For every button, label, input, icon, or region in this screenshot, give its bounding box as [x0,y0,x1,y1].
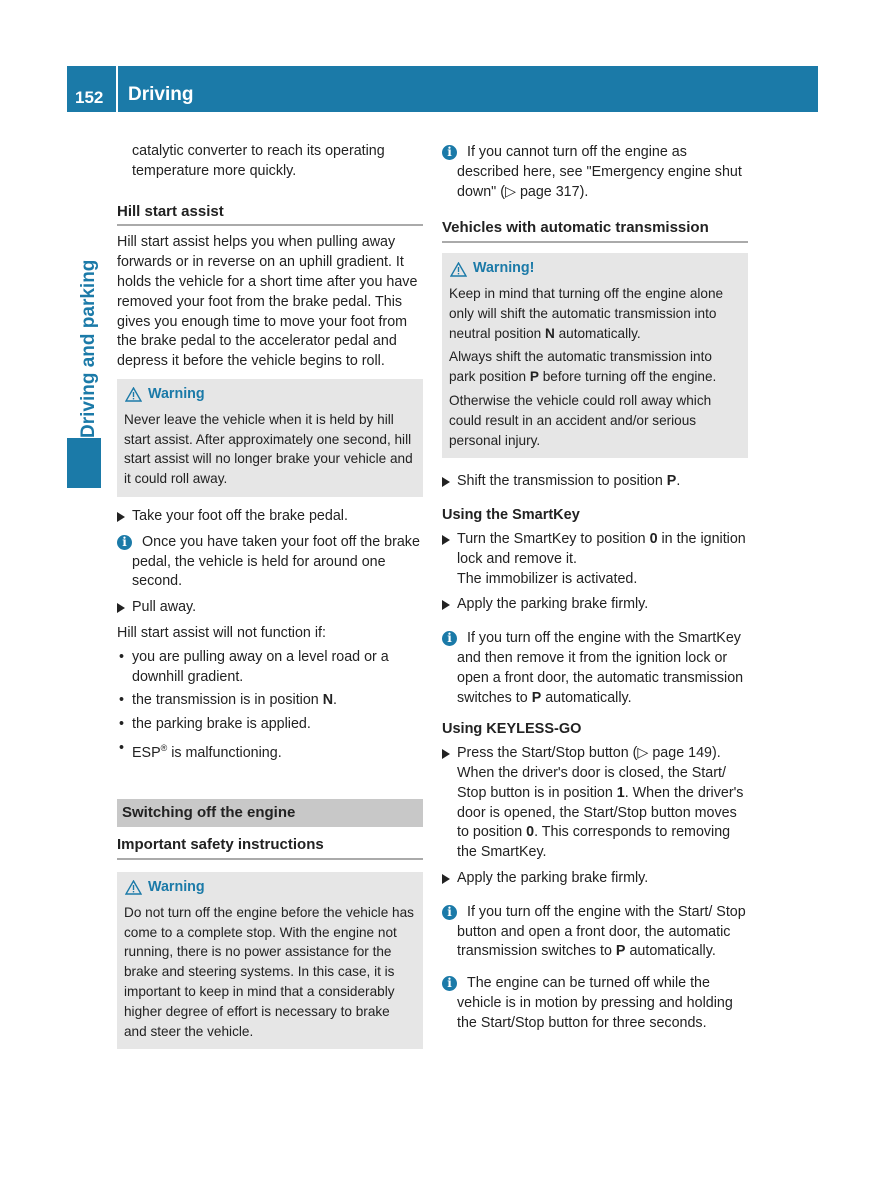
smartkey-heading: Using the SmartKey [442,507,580,524]
not-function-text: Hill start assist will not function if: [117,624,326,641]
step-pull-away [117,598,423,618]
page-number: 152 [75,88,104,107]
warning-text: Do not turn off the engine before the vehicle has come to a complete stop. With the engine not running, there is no power assistance for the brake and steering systems. In this case, it is important to keep in mind that a considerably higher degree of effort is necessary to brake and steer the vehicle. [124,904,414,1039]
bullet-bold: N [322,692,334,709]
step-turn-smartkey: Turn the SmartKey to position 0 in the ignition lock and remove it. The immobilizer is activated. [442,530,748,589]
warning-title: Warning [148,385,205,402]
page-number-box [67,66,116,112]
step-arrow-icon [442,535,450,545]
info-text: If you cannot turn off the engine as described here, see "Emergency engine shut down" (▷ page 317). [457,144,742,200]
step-apply-brake: Apply the parking brake firmly. [442,869,748,889]
warning-box-automatic [442,253,748,458]
warning-header [124,385,416,405]
bullet-text: you are pulling away on a level road or a downhill gradient. [132,648,389,685]
right-column [442,143,748,1039]
info-icon: i [117,535,132,550]
info-icon: i [442,905,457,920]
step-press-button: Press the Start/Stop button (▷ page 149). When the driver's door is closed, the Start/ Stop button is in position 1. When the driver's door is opened, the Start/Stop button moves to position 0. This corresponds to removing the SmartKey. [442,744,748,863]
step-apply-brake: Apply the parking brake firmly. [442,595,748,615]
bullet-item: • you are pulling away on a level road or a downhill gradient. [119,648,389,685]
info-text: Once you have taken your foot off the brake pedal, the vehicle is held for around one second. [132,533,420,590]
side-tab-marker [67,438,101,488]
sidebar-chapter-label: Driving and parking [78,259,99,438]
info-icon: i [442,145,457,160]
chapter-title: Driving [128,84,194,105]
warning-header [124,878,416,898]
step-arrow-icon [442,600,450,610]
step-text: Take your foot off the brake pedal. [132,507,348,524]
warning-box-engine [117,872,423,1049]
bullet-item: • the transmission is in position N. [119,692,338,709]
step-arrow-icon [442,874,450,884]
info-note-startstop: i If you turn off the engine with the Start/ Stop button and open a front door, the automatic transmission switches to P automatically. [442,903,748,962]
warning-triangle-icon [125,880,142,895]
intro-text: catalytic converter to reach its operating temperature more quickly. [132,143,385,179]
step-arrow-icon [442,749,450,759]
left-column [117,142,423,1059]
step-shift: Shift the transmission to position P. [442,472,748,492]
warning-para-2: Always shift the automatic transmission into park position P before turning off the engine. [449,349,717,385]
info-note-held [117,533,423,592]
info-icon: i [442,631,457,646]
warning-para-3: Otherwise the vehicle could roll away which could result in an accident and/or serious personal injury. [449,392,712,448]
bullet-item: • ESP® is malfunctioning. [119,739,282,761]
safety-heading: Important safety instructions [117,835,423,860]
info-note-smartkey: i If you turn off the engine with the SmartKey and then remove it from the ignition lock or open a front door, the automatic transmission switches to P automatically. [442,629,748,708]
bullet-item: • the parking brake is applied. [119,716,311,733]
step-arrow-icon [442,477,450,487]
header-divider [116,66,118,112]
step-arrow-icon [117,603,125,613]
registered-mark: ® [160,742,168,753]
warning-text: Never leave the vehicle when it is held by hill start assist. After approximately one second, hill start assist will no longer brake your vehicle and it could roll away. [124,411,413,487]
hill-start-body: Hill start assist helps you when pulling away forwards or in reverse on an uphill gradient. It holds the vehicle for a short time after you have removed your foot from the brake pedal. This gives you enough time to move your foot from the brake pedal to the accelerator pedal and depress it before the vehicle begins to roll. [117,234,418,370]
step-arrow-icon [117,512,125,522]
info-note-motion [442,974,748,1033]
info-text: The engine can be turned off while the vehicle is in motion by pressing and holding the Start/Stop button for three seconds. [457,975,733,1031]
warning-triangle-icon [450,262,467,277]
warning-box-hill [117,379,423,497]
warning-title: Warning! [473,260,535,277]
bullet-text: ESP [132,744,161,761]
step-text: Pull away. [132,599,197,616]
info-note-cannot [442,143,748,202]
info-icon: i [442,976,457,991]
keyless-go-heading: Using KEYLESS-GO [442,721,582,738]
automatic-heading: Vehicles with automatic transmission [442,218,748,243]
section-title: Switching off the engine [117,799,423,827]
step-take-foot [117,507,423,527]
bullet-text: the parking brake is applied. [132,716,311,733]
hill-start-heading: Hill start assist [117,202,423,227]
bullet-text-end: . [333,692,338,709]
warning-title: Warning [148,879,205,896]
warning-triangle-icon [125,387,142,402]
warning-para-1: Keep in mind that turning off the engine alone only will shift the automatic transmission into neutral position N automatically. [449,285,724,341]
bullet-text-end: is malfunctioning. [167,744,282,761]
bullet-text: the transmission is in position [132,692,323,709]
warning-header [449,259,741,279]
